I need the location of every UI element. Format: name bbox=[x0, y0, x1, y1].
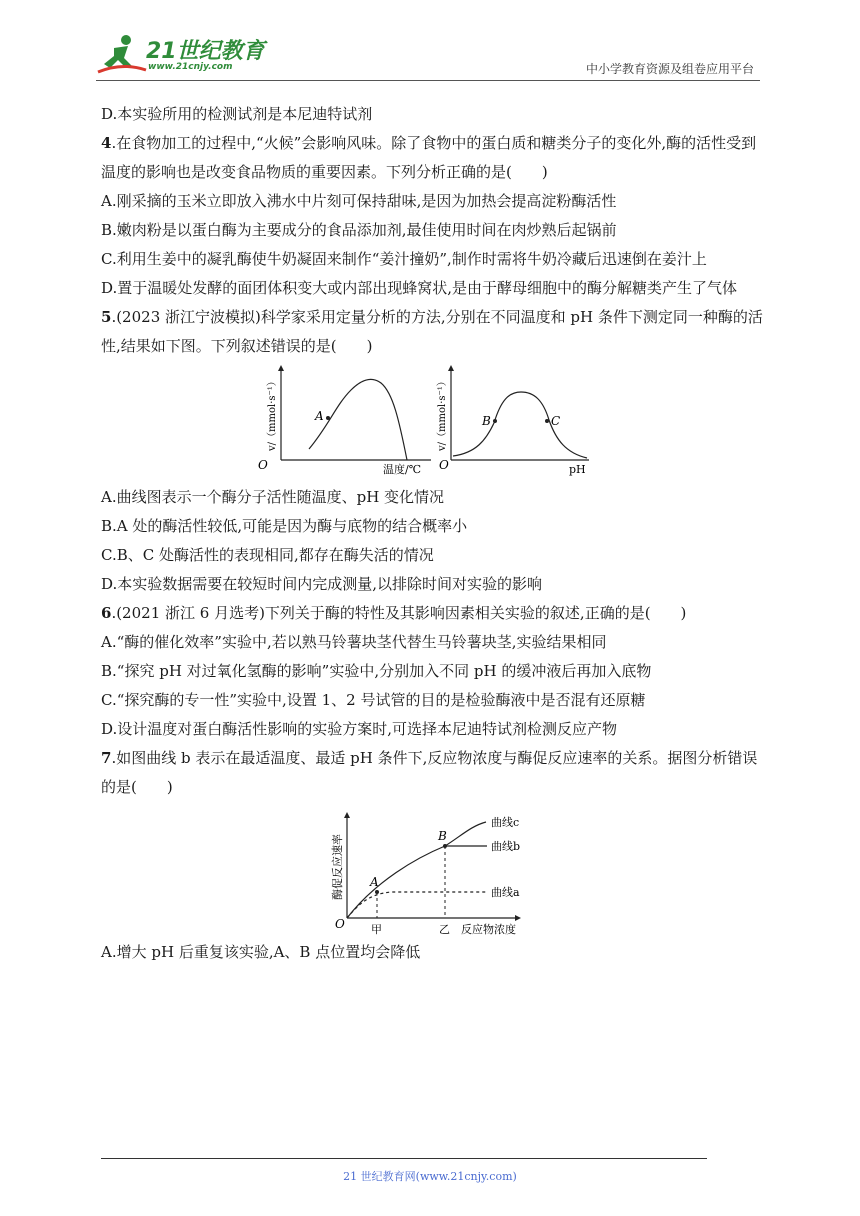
q4-option-c: C.利用生姜中的凝乳酶使牛奶凝固来制作“姜汁撞奶”,制作时需将牛奶冷藏后迅速倒在姜汁上 bbox=[101, 250, 707, 268]
q7-stem bbox=[101, 744, 769, 802]
page-footer: 21 世纪教育网(www.21cnjy.com) bbox=[343, 1170, 517, 1183]
q4-option-b: B.嫩肉粉是以蛋白酶为主要成分的食品添加剂,最佳使用时间在肉炒熟后起锅前 bbox=[101, 221, 617, 239]
page-header bbox=[96, 32, 760, 82]
logo-url: www.21cnjy.com bbox=[148, 62, 233, 72]
tick-yi: 乙 bbox=[439, 923, 450, 936]
q4-stem-text: .在食物加工的过程中,“火候”会影响风味。除了食物中的蛋白质和糖类分子的变化外,酶的活性受到温度的影响也是改变食品物质的重要因素。下列分析正确的是( ) bbox=[101, 134, 757, 181]
q5-number: 5 bbox=[101, 308, 112, 326]
fig7-xlabel: 反应物浓度 bbox=[461, 923, 516, 936]
curve-a-label: 曲线a bbox=[491, 886, 520, 899]
q5-graphs bbox=[101, 365, 769, 483]
right-xlabel: pH bbox=[569, 463, 586, 476]
point-a-label: A bbox=[315, 409, 324, 423]
runner-logo-icon bbox=[96, 32, 148, 78]
footer-divider bbox=[101, 1158, 707, 1159]
left-ylabel: v/（mmol·s⁻¹） bbox=[267, 376, 278, 451]
q5-option-d: D.本实验数据需要在较短时间内完成测量,以排除时间对实验的影响 bbox=[101, 575, 543, 593]
fig7-point-a: A bbox=[370, 875, 379, 889]
q4-number: 4 bbox=[101, 134, 112, 152]
ph-curve bbox=[453, 392, 587, 458]
fig7-origin: O bbox=[335, 917, 345, 931]
fig7-ylabel: 酶促反应速率 bbox=[331, 834, 344, 900]
point-a-marker-7 bbox=[375, 890, 379, 894]
q7-graph bbox=[101, 806, 769, 938]
q4-option-d: D.置于温暖处发酵的面团体积变大或内部出现蜂窝状,是由于酵母细胞中的酶分解糖类产生了气体 bbox=[101, 279, 738, 297]
q4-option-a: A.刚采摘的玉米立即放入沸水中片刻可保持甜味,是因为加热会提高淀粉酶活性 bbox=[101, 192, 617, 210]
point-a-marker bbox=[326, 416, 330, 420]
curve-c bbox=[347, 822, 486, 918]
q7-option-a: A.增大 pH 后重复该实验,A、B 点位置均会降低 bbox=[101, 943, 421, 961]
q5-option-b: B.A 处的酶活性较低,可能是因为酶与底物的结合概率小 bbox=[101, 517, 468, 535]
q6-option-c: C.“探究酶的专一性”实验中,设置 1、2 号试管的目的是检验酶液中是否混有还原糖 bbox=[101, 691, 646, 709]
q7-figure bbox=[101, 806, 769, 938]
curve-c-label: 曲线c bbox=[491, 816, 520, 829]
q6-option-d: D.设计温度对蛋白酶活性影响的实验方案时,可选择本尼迪特试剂检测反应产物 bbox=[101, 720, 618, 738]
site-logo bbox=[96, 32, 266, 80]
left-origin: O bbox=[258, 458, 268, 472]
q5-option-a: A.曲线图表示一个酶分子活性随温度、pH 变化情况 bbox=[101, 488, 445, 506]
left-xlabel: 温度/℃ bbox=[383, 463, 422, 476]
point-c-marker bbox=[545, 419, 549, 423]
q6-number: 6 bbox=[101, 604, 112, 622]
q4-stem bbox=[101, 129, 769, 187]
fig7-point-b: B bbox=[438, 829, 447, 843]
q5-figure bbox=[101, 365, 769, 483]
q7-stem-text: .如图曲线 b 表示在最适温度、最适 pH 条件下,反应物浓度与酶促反应速率的关系。据图分析错误的是( ) bbox=[101, 749, 758, 796]
point-b-label: B bbox=[482, 414, 491, 428]
ph-graph bbox=[436, 365, 589, 476]
q6-stem-text: .(2021 浙江 6 月选考)下列关于酶的特性及其影响因素相关实验的叙述,正确的是( ) bbox=[111, 604, 687, 622]
q6-option-b: B.“探究 pH 对过氧化氢酶的影响”实验中,分别加入不同 pH 的缓冲液后再加入底物 bbox=[101, 662, 652, 680]
q3-option-d: D.本实验所用的检测试剂是本尼迪特试剂 bbox=[101, 105, 373, 123]
point-b-marker-7 bbox=[443, 844, 447, 848]
temperature-graph bbox=[258, 365, 431, 476]
q6-stem bbox=[101, 599, 769, 628]
point-c-label: C bbox=[551, 414, 561, 428]
curve-b-label: 曲线b bbox=[491, 840, 521, 853]
platform-name: 中小学教育资源及组卷应用平台 bbox=[585, 62, 754, 76]
header-divider bbox=[96, 80, 760, 81]
temperature-curve bbox=[309, 379, 407, 460]
q6-option-a: A.“酶的催化效率”实验中,若以熟马铃薯块茎代替生马铃薯块茎,实验结果相同 bbox=[101, 633, 607, 651]
q5-option-c: C.B、C 处酶活性的表现相同,都存在酶失活的情况 bbox=[101, 546, 434, 564]
q5-stem-text: .(2023 浙江宁波模拟)科学家采用定量分析的方法,分别在不同温度和 pH 条件下测定同一种酶的活性,结果如下图。下列叙述错误的是( ) bbox=[101, 308, 763, 355]
q5-stem bbox=[101, 303, 769, 361]
right-ylabel: v/（mmol·s⁻¹） bbox=[437, 376, 448, 451]
page-content bbox=[101, 100, 769, 967]
right-origin: O bbox=[439, 458, 449, 472]
point-b-marker bbox=[493, 419, 497, 423]
tick-jia: 甲 bbox=[371, 923, 382, 936]
logo-text: 21世纪教育 bbox=[146, 39, 265, 64]
q7-number: 7 bbox=[101, 749, 112, 767]
